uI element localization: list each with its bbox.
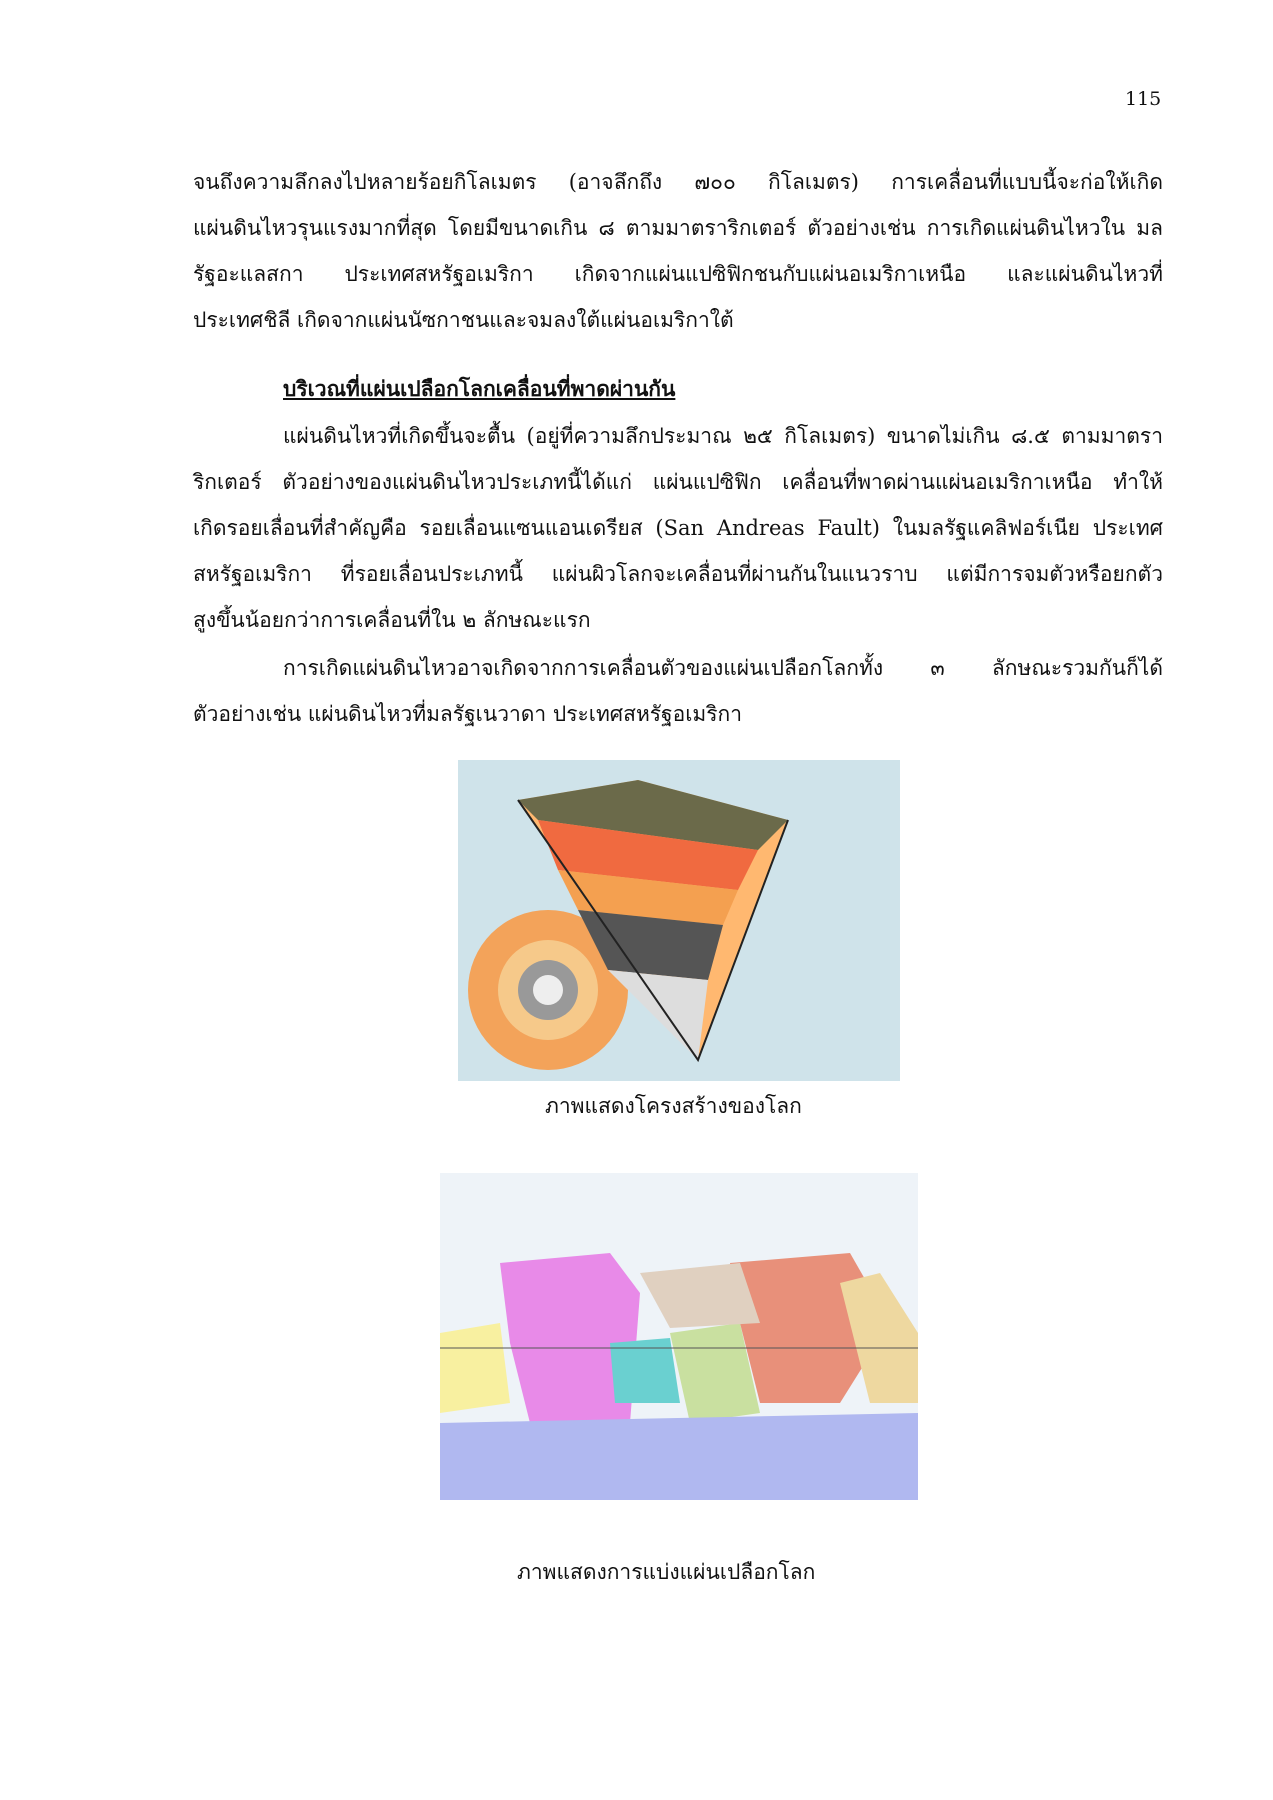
paragraph-line: ริกเตอร์ ตัวอย่างของแผ่นดินไหวประเภทนี้ได้แก่ แผ่นแปซิฟิก เคลื่อนที่พาดผ่านแผ่นอเมริกาเหนือ ทำให้ bbox=[193, 470, 1163, 494]
paragraph-line: แผ่นดินไหวที่เกิดขึ้นจะตื้น (อยู่ที่ความลึกประมาณ ๒๕ กิโลเมตร) ขนาดไม่เกิน ๘.๕ ตามมาตรา bbox=[283, 424, 1163, 448]
paragraph-line: ตัวอย่างเช่น แผ่นดินไหวที่มลรัฐเนวาดา ประเทศสหรัฐอเมริกา bbox=[193, 702, 743, 726]
paragraph-line: จนถึงความลึกลงไปหลายร้อยกิโลเมตร (อาจลึกถึง ๗๐๐ กิโลเมตร) การเคลื่อนที่แบบนี้จะก่อให้เกิด bbox=[193, 170, 1163, 194]
paragraph-line: การเกิดแผ่นดินไหวอาจเกิดจากการเคลื่อนตัวของแผ่นเปลือกโลกทั้ง ๓ ลักษณะรวมกันก็ได้ bbox=[283, 656, 1163, 680]
paragraph-line: รัฐอะแลสกา ประเทศสหรัฐอเมริกา เกิดจากแผ่นแปซิฟิกชนกับแผ่นอเมริกาเหนือ และแผ่นดินไหวที่ bbox=[193, 262, 1163, 286]
paragraph-line: สหรัฐอเมริกา ที่รอยเลื่อนประเภทนี้ แผ่นผิวโลกจะเคลื่อนที่ผ่านกันในแนวราบ แต่มีการจมตัวหรือยกตัว bbox=[193, 562, 1163, 586]
paragraph-line: สูงขึ้นน้อยกว่าการเคลื่อนที่ใน ๒ ลักษณะแรก bbox=[193, 608, 591, 632]
paragraph-line: ประเทศชิลี เกิดจากแผ่นนัซกาชนและจมลงใต้แผ่นอเมริกาใต้ bbox=[193, 308, 734, 332]
figure-caption: ภาพแสดงการแบ่งแผ่นเปลือกโลก bbox=[517, 1560, 816, 1584]
paragraph-line: เกิดรอยเลื่อนที่สำคัญคือ รอยเลื่อนแซนแอนเดรียส (San Andreas Fault) ในมลรัฐแคลิฟอร์เนีย ประเทศ bbox=[193, 516, 1163, 540]
earth-structure-image bbox=[458, 760, 900, 1081]
figure-caption: ภาพแสดงโครงสร้างของโลก bbox=[545, 1094, 802, 1118]
paragraph-line: แผ่นดินไหวรุนแรงมากที่สุด โดยมีขนาดเกิน ๘ ตามมาตราริกเตอร์ ตัวอย่างเช่น การเกิดแผ่นดินไหวใน มล bbox=[193, 216, 1163, 240]
page-number: 115 bbox=[1125, 88, 1162, 110]
tectonic-plates-map-image bbox=[440, 1173, 918, 1500]
section-heading: บริเวณที่แผ่นเปลือกโลกเคลื่อนที่พาดผ่านกัน bbox=[283, 376, 676, 401]
